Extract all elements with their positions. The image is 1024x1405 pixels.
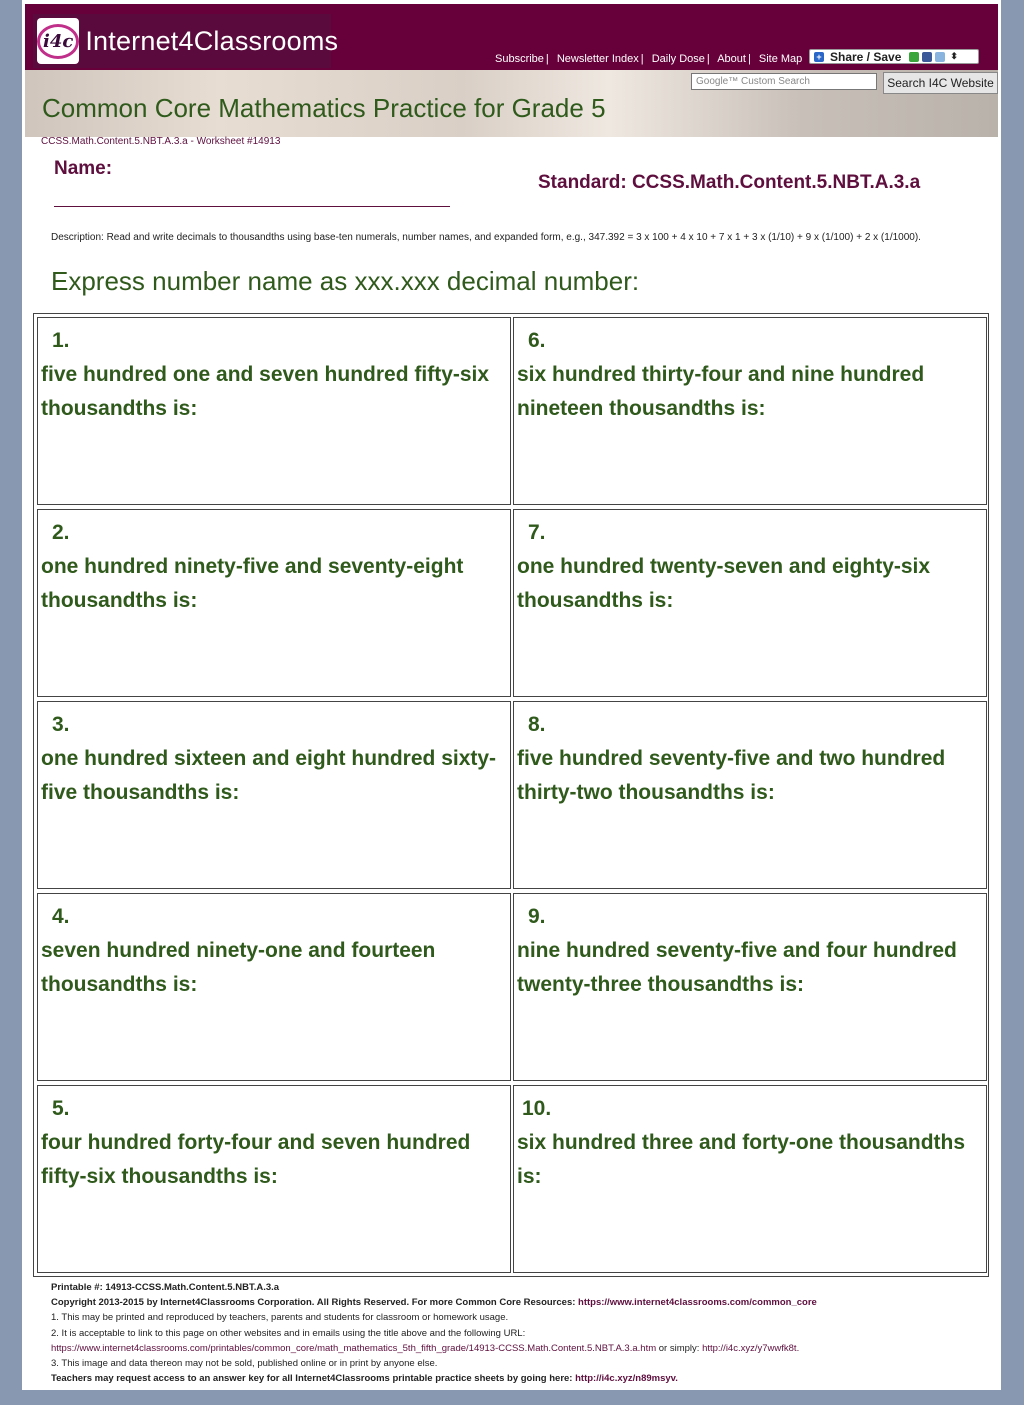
question-number: 5.	[52, 1097, 70, 1120]
instructions-heading: Express number name as xxx.xxx decimal number:	[51, 266, 640, 296]
nav-separator: |	[640, 53, 644, 65]
question-text: six hundred thirty-four and nine hundred nineteen thousandths is:	[517, 363, 925, 420]
question-text: one hundred twenty-seven and eighty-six thousandths is:	[517, 555, 931, 612]
nav-separator: |	[706, 53, 710, 65]
answer-key-link[interactable]: http://i4c.xyz/n89msyv.	[575, 1373, 678, 1385]
question-number: 7.	[528, 521, 546, 544]
question-cell-10	[513, 1085, 987, 1273]
answer-key-line	[51, 1371, 991, 1386]
nav-about-link[interactable]: About	[717, 53, 746, 65]
name-label: Name:	[54, 158, 113, 179]
short-url-link[interactable]: http://i4c.xyz/y7wwfk8t.	[702, 1342, 800, 1354]
question-cell-6	[513, 317, 987, 505]
question-text: one hundred sixteen and eight hundred sixty-five thousandths is:	[41, 747, 497, 804]
question-cell-8	[513, 701, 987, 889]
question-cell-2	[37, 509, 511, 697]
footer	[51, 1280, 991, 1386]
question-number: 8.	[528, 713, 546, 736]
top-nav	[495, 53, 802, 65]
question-number: 2.	[52, 521, 70, 544]
url-line	[51, 1341, 991, 1356]
nav-newsletter-index-link[interactable]: Newsletter Index	[556, 53, 639, 65]
share-email-icon[interactable]	[909, 52, 919, 62]
question-number: 4.	[52, 905, 70, 928]
answer-key-text: Teachers may request access to an answer key for all Internet4Classrooms printable practice sheets by going here:	[51, 1373, 576, 1385]
worksheet-url-link[interactable]: https://www.internet4classrooms.com/printables/common_core/math_mathematics_5th_fifth_grade/14913-CCSS.Math.Content.5.NBT.A.3.a.htm	[51, 1342, 657, 1354]
printable-number: Printable #: 14913-CCSS.Math.Content.5.NBT.A.3.a	[51, 1282, 280, 1293]
question-text: six hundred three and forty-one thousandths is:	[517, 1131, 966, 1188]
question-number: 1.	[52, 329, 70, 352]
worksheet-id: CCSS.Math.Content.5.NBT.A.3.a - Worksheet #14913	[41, 136, 281, 147]
logo-text: Internet4Classrooms	[85, 25, 339, 56]
question-text: nine hundred seventy-five and four hundred twenty-three thousandths is:	[517, 939, 957, 996]
site-logo[interactable]	[33, 14, 339, 68]
search-button[interactable]: Search I4C Website	[883, 72, 998, 94]
twitter-icon[interactable]	[935, 52, 945, 62]
question-text: seven hundred ninety-one and fourteen thousandths is:	[41, 939, 436, 996]
question-number: 6.	[528, 329, 546, 352]
share-dropdown-icon[interactable]: ⬍	[950, 51, 958, 61]
common-core-link[interactable]: https://www.internet4classrooms.com/common_core	[578, 1297, 817, 1309]
question-text: four hundred forty-four and seven hundred fifty-six thousandths is:	[41, 1131, 471, 1188]
question-number: 9.	[528, 905, 546, 928]
nav-daily-dose-link[interactable]: Daily Dose	[651, 53, 705, 65]
logo-badge-text: i4c	[37, 24, 79, 59]
question-cell-3	[37, 701, 511, 889]
question-cell-9	[513, 893, 987, 1081]
description-text: Description: Read and write decimals to thousandths using base-ten numerals, number names, and expanded form, e.g., 347.392 = 3 x 100 + 4 x 10 + 7 x 1 + 3 x (1/10) + 9 x (1/100) + 2 x (1/1000).	[51, 232, 921, 243]
question-cell-4	[37, 893, 511, 1081]
questions-table	[33, 313, 989, 1277]
nav-separator: |	[545, 53, 549, 65]
title-banner	[25, 70, 998, 137]
standard-label: Standard: CCSS.Math.Content.5.NBT.A.3.a	[538, 172, 921, 193]
question-text: five hundred one and seven hundred fifty-six thousandths is:	[41, 363, 490, 420]
site-header	[25, 4, 998, 70]
usage-line-2: 2. It is acceptable to link to this page on other websites and in emails using the title above and the following URL:	[51, 1327, 526, 1339]
question-cell-7	[513, 509, 987, 697]
copyright-line	[51, 1295, 991, 1310]
question-cell-1	[37, 317, 511, 505]
worksheet-page	[22, 0, 1001, 1390]
copyright-text: Copyright 2013-2015 by Internet4Classrooms Corporation. All Rights Reserved. For more Common Core Resources:	[51, 1297, 579, 1309]
share-label: Share / Save	[830, 49, 902, 64]
logo-badge	[37, 18, 79, 64]
share-save-button[interactable]	[809, 49, 979, 64]
page-title: Common Core Mathematics Practice for Grade 5	[42, 93, 606, 123]
question-number: 10.	[522, 1097, 552, 1120]
question-text: five hundred seventy-five and two hundred thirty-two thousandths is:	[517, 747, 946, 804]
question-text: one hundred ninety-five and seventy-eight thousandths is:	[41, 555, 464, 612]
question-number: 3.	[52, 713, 70, 736]
question-cell-5	[37, 1085, 511, 1273]
nav-subscribe-link[interactable]: Subscribe	[495, 53, 544, 65]
nav-separator: |	[747, 53, 751, 65]
name-line	[54, 206, 450, 207]
nav-site-map-link[interactable]: Site Map	[758, 53, 803, 65]
search-input[interactable]: Google™ Custom Search	[691, 73, 877, 90]
usage-line-1: 1. This may be printed and reproduced by teachers, parents and students for classroom or homework usage.	[51, 1312, 509, 1324]
facebook-icon[interactable]	[922, 52, 932, 62]
share-plus-icon: +	[814, 52, 824, 62]
or-simply-text: or simply:	[656, 1342, 703, 1354]
usage-line-3: 3. This image and data thereon may not be sold, published online or in print by anyone else.	[51, 1358, 438, 1370]
